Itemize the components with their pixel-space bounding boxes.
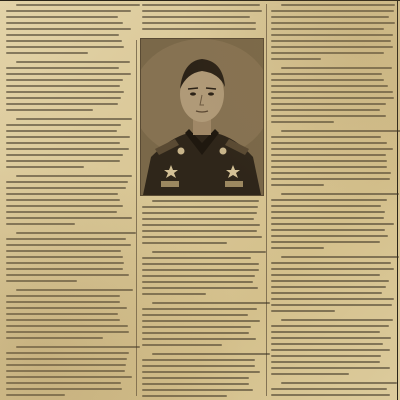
text-line [6, 280, 77, 282]
text-line [271, 40, 391, 42]
text-line [6, 142, 120, 144]
text-line [271, 280, 389, 282]
text-line [271, 46, 393, 48]
text-line [152, 251, 266, 253]
text-line [271, 178, 390, 180]
text-line [142, 16, 250, 18]
text-line [142, 218, 254, 220]
text-line [281, 319, 393, 321]
text-line [6, 244, 131, 246]
text-line [271, 85, 388, 87]
text-line [271, 142, 387, 144]
text-line [142, 377, 249, 379]
text-line [271, 199, 387, 201]
text-line [142, 359, 255, 361]
text-line [142, 224, 260, 226]
text-line [6, 337, 103, 339]
text-line [6, 136, 130, 138]
text-line [142, 389, 253, 391]
text-line [271, 274, 380, 276]
text-line [142, 332, 249, 334]
text-line [6, 313, 118, 315]
text-line [16, 346, 140, 348]
text-line [271, 172, 391, 174]
text-line [271, 388, 387, 390]
text-line [6, 28, 131, 30]
text-line [6, 376, 132, 378]
text-line [271, 367, 390, 369]
text-line [6, 79, 123, 81]
text-line [6, 217, 132, 219]
text-line [6, 358, 127, 360]
text-line [142, 10, 262, 12]
text-line [271, 292, 382, 294]
column-divider-left [136, 40, 137, 396]
text-line [6, 10, 131, 12]
text-line [281, 130, 400, 132]
text-line [16, 61, 130, 63]
text-line [271, 304, 392, 306]
text-line [6, 319, 120, 321]
text-line [271, 229, 385, 231]
text-line [6, 256, 123, 258]
text-line [142, 206, 258, 208]
text-line [6, 148, 129, 150]
right-column-text [271, 4, 395, 400]
text-line [6, 85, 120, 87]
text-line [6, 52, 88, 54]
text-line [281, 4, 396, 6]
text-line [142, 383, 249, 385]
text-line [152, 302, 271, 304]
text-line [152, 353, 271, 355]
text-line [271, 10, 394, 12]
portrait-photo [140, 38, 264, 196]
text-line [142, 371, 260, 373]
text-line [6, 91, 124, 93]
text-line [271, 160, 387, 162]
text-line [6, 268, 123, 270]
text-line [6, 187, 126, 189]
text-line [6, 301, 120, 303]
text-line [142, 320, 260, 322]
text-line [142, 263, 259, 265]
text-line [142, 236, 262, 238]
text-line [142, 308, 257, 310]
frame-right-rule [397, 0, 398, 400]
text-line [6, 388, 122, 390]
text-line [271, 166, 387, 168]
text-line [271, 343, 383, 345]
text-line [271, 247, 324, 249]
text-line [6, 16, 118, 18]
text-line [142, 4, 260, 6]
text-line [271, 373, 349, 375]
text-line [142, 344, 222, 346]
text-line [271, 97, 394, 99]
text-line [271, 298, 394, 300]
text-line [271, 58, 321, 60]
text-line [6, 46, 124, 48]
text-line [271, 325, 389, 327]
text-line [142, 395, 227, 397]
text-line [142, 242, 227, 244]
text-line [142, 230, 257, 232]
text-line [271, 148, 393, 150]
text-line [6, 352, 129, 354]
text-line [271, 394, 390, 396]
text-line [16, 289, 133, 291]
text-line [6, 250, 121, 252]
text-line [271, 355, 381, 357]
text-line [6, 193, 118, 195]
text-line [271, 121, 334, 123]
text-line [142, 257, 251, 259]
text-line [16, 118, 131, 120]
text-line [6, 124, 121, 126]
text-line [271, 349, 390, 351]
text-line [142, 269, 259, 271]
text-line [281, 382, 397, 384]
frame-top-rule [0, 0, 400, 1]
text-line [271, 154, 386, 156]
text-line [271, 211, 385, 213]
text-line [271, 268, 394, 270]
text-line [16, 175, 132, 177]
center-column-text [142, 200, 262, 400]
text-line [6, 34, 119, 36]
text-line [271, 205, 381, 207]
text-line [271, 115, 386, 117]
text-line [271, 22, 395, 24]
text-line [6, 295, 120, 297]
text-line [6, 166, 84, 168]
text-line [16, 4, 140, 6]
text-line [271, 241, 380, 243]
text-line [6, 394, 65, 396]
text-line [281, 256, 400, 258]
text-line [6, 262, 124, 264]
text-line [6, 22, 123, 24]
text-line [6, 205, 123, 207]
text-line [6, 199, 120, 201]
text-line [142, 293, 206, 295]
text-line [6, 181, 128, 183]
text-line [152, 200, 259, 202]
left-column-text [6, 4, 132, 400]
text-line [271, 109, 380, 111]
text-line [6, 109, 93, 111]
text-line [271, 310, 335, 312]
text-line [6, 67, 119, 69]
text-line [271, 223, 394, 225]
text-line [6, 73, 131, 75]
text-line [271, 79, 384, 81]
text-line [6, 97, 121, 99]
text-line [6, 331, 129, 333]
text-line [281, 67, 392, 69]
column-divider-right [266, 4, 267, 396]
text-line [271, 91, 393, 93]
text-line [142, 28, 256, 30]
text-line [6, 211, 117, 213]
text-line [271, 235, 388, 237]
text-line [142, 287, 258, 289]
text-line [142, 365, 255, 367]
text-line [142, 314, 248, 316]
text-line [6, 40, 122, 42]
center-top-column-text [142, 4, 262, 34]
text-line [6, 154, 123, 156]
text-line [271, 28, 384, 30]
text-line [271, 331, 380, 333]
text-line [271, 73, 382, 75]
text-line [271, 361, 380, 363]
text-line [271, 136, 381, 138]
text-line [271, 52, 384, 54]
text-line [271, 286, 386, 288]
text-line [16, 232, 136, 234]
text-line [6, 370, 125, 372]
text-line [142, 338, 256, 340]
text-line [271, 262, 391, 264]
text-line [6, 223, 75, 225]
text-line [6, 364, 126, 366]
text-line [271, 337, 391, 339]
text-line [271, 217, 384, 219]
text-line [6, 238, 126, 240]
text-line [142, 275, 255, 277]
text-line [6, 307, 127, 309]
text-line [142, 212, 257, 214]
text-line [6, 130, 117, 132]
text-line [271, 34, 393, 36]
text-line [142, 22, 256, 24]
text-line [271, 16, 389, 18]
text-line [6, 274, 129, 276]
text-line [142, 326, 251, 328]
text-line [271, 103, 386, 105]
text-line [142, 281, 253, 283]
text-line [6, 382, 121, 384]
text-line [271, 184, 324, 186]
text-line [6, 325, 128, 327]
man-in-military-uniform-portrait-icon [141, 39, 263, 195]
text-line [281, 193, 399, 195]
text-line [6, 160, 120, 162]
text-line [6, 103, 118, 105]
